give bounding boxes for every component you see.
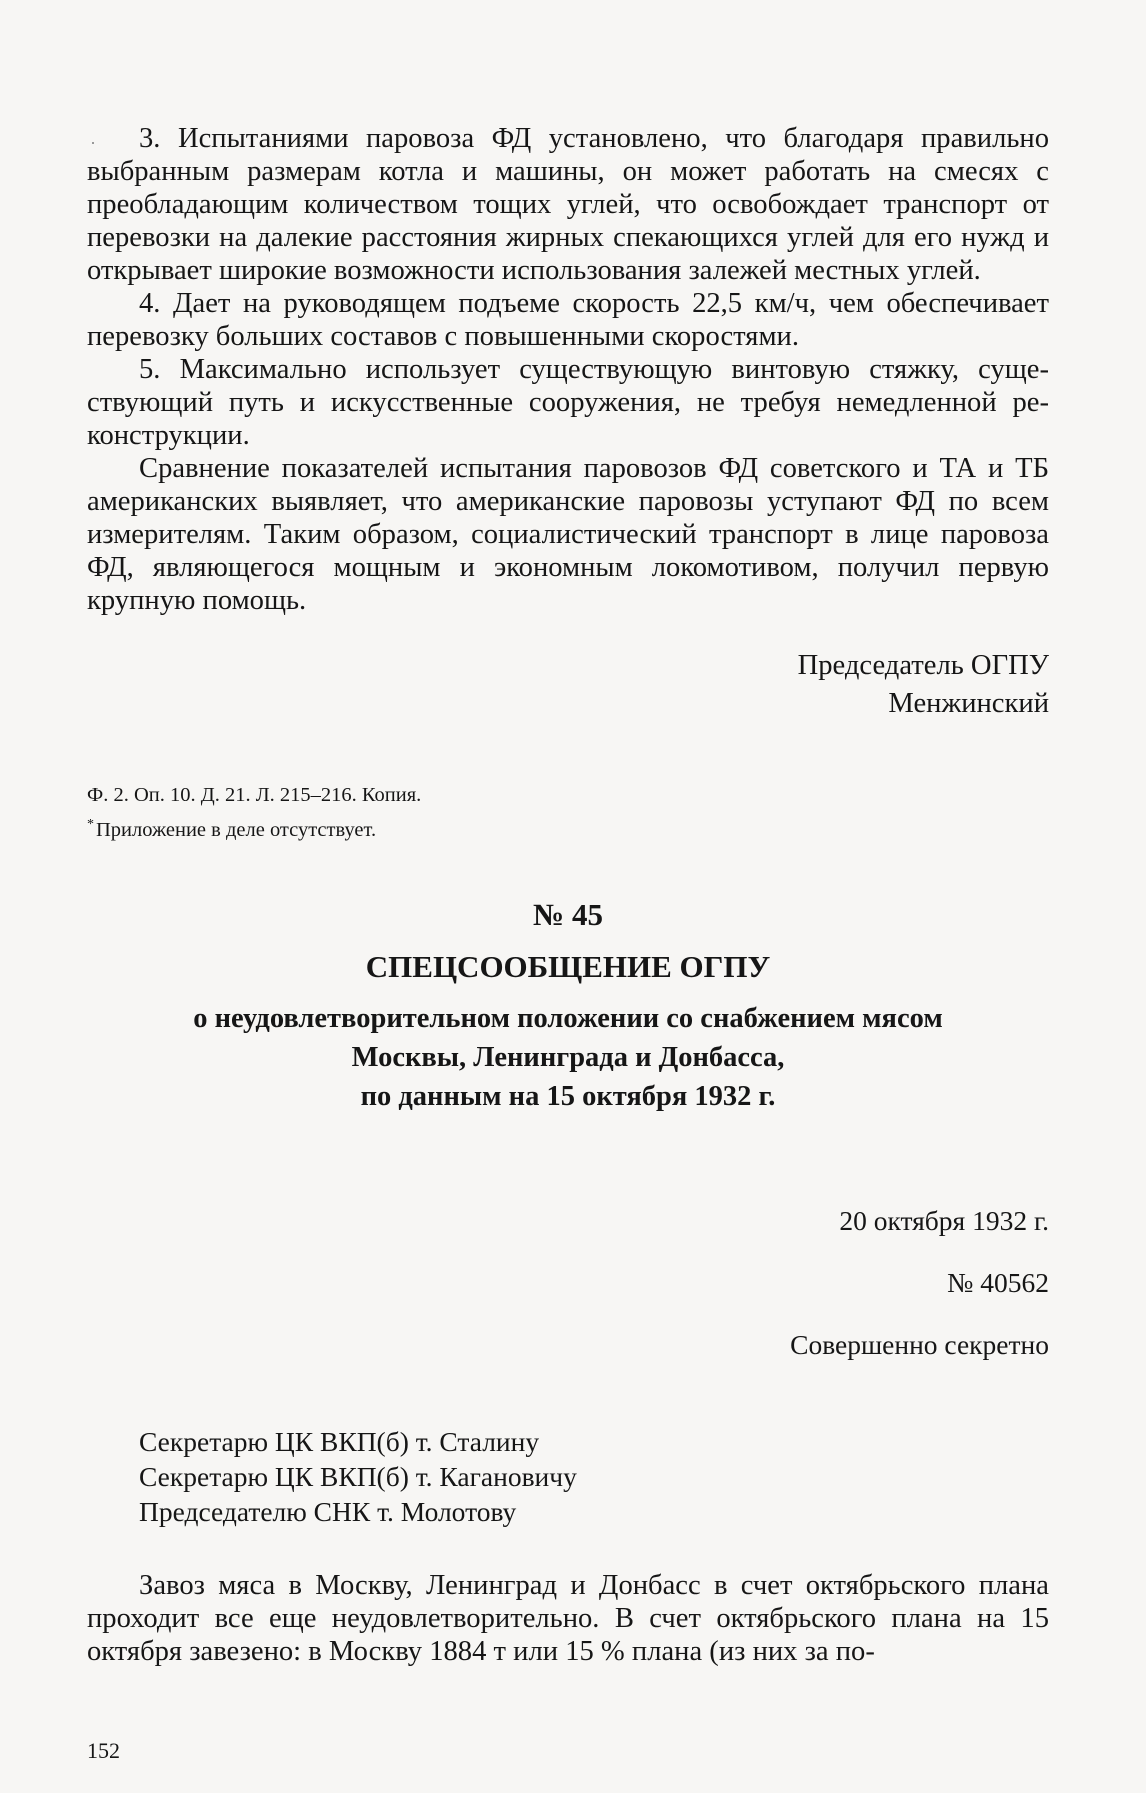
subtitle-line: по данным на 15 октября 1932 г. xyxy=(360,1080,776,1112)
document-type: СПЕЦСООБЩЕНИЕ ОГПУ xyxy=(365,948,771,984)
signature-block xyxy=(87,647,1049,723)
document-heading xyxy=(87,893,1049,1116)
subtitle-line: Москвы, Ленинграда и Донбасса, xyxy=(351,1041,785,1073)
archive-reference: Ф. 2. Оп. 10. Д. 21. Л. 215–216. Копия. xyxy=(87,784,422,806)
signature-name: Менжинский xyxy=(888,688,1049,719)
footnote-marker: * xyxy=(87,817,94,832)
classification-stamp: Совершенно секретно xyxy=(790,1328,1049,1360)
page-content xyxy=(87,122,1049,1668)
document-date: 20 октября 1932 г. xyxy=(839,1204,1049,1236)
document-reg-number: № 40562 xyxy=(947,1266,1049,1298)
footnote xyxy=(87,810,1049,845)
archive-references xyxy=(87,781,1049,845)
signature-title: Председатель ОГПУ xyxy=(797,650,1049,681)
body-paragraph: 5. Максимально использует существующую винтовую стяжку, существующий путь и искусственные сооружения, не требуя немедленной реконструкции. xyxy=(87,354,1049,451)
body-paragraph: 4. Дает на руководящем подъеме скорость 22,5 км/ч, чем обеспечивает перевозку больших составов с повышенными скоростями. xyxy=(87,288,1049,352)
document-subtitle xyxy=(87,999,1049,1116)
addressee: Секретарю ЦК ВКП(б) т. Кагановичу xyxy=(139,1460,577,1492)
footnote-text: Приложение в деле отсутствует. xyxy=(96,818,377,841)
addressees xyxy=(139,1424,1049,1529)
document-body: Завоз мяса в Москву, Ленинград и Донбасс в счет октябрьского плана проходит все еще неудовлетворительно. В счет октябрьского плана на 15 октября завезено: в Москву 1884 т или 15 % плана (из них за по- xyxy=(87,1569,1049,1667)
body-paragraph: Сравнение показателей испытания паровозов ФД советского и ТА и ТБ американских выявляет, что американские паровозы уступают ФД по всем измерителям. Таким образом, социалистический транспорт в лице паровоза ФД, являющегося мощным и экономным локомотивом, получил первую крупную помощь. xyxy=(87,453,1049,616)
subtitle-line: о неудовлетворительном положении со снабжением мясом xyxy=(193,1002,943,1034)
body-paragraph: 3. Испытаниями паровоза ФД установлено, что благодаря правильно выбранным размерам котла и машины, он может работать на смесях с преобладающим количеством тощих углей, что освобождает транспорт от перевозки на далекие расстояния жирных спекающихся углей для его нужд и открывает широкие возможности использования залежей местных углей. xyxy=(87,123,1049,286)
addressee: Председателю СНК т. Молотову xyxy=(139,1495,517,1527)
addressee: Секретарю ЦК ВКП(б) т. Сталину xyxy=(139,1425,540,1457)
document-number: № 45 xyxy=(533,896,603,932)
page-number: 152 xyxy=(87,1738,120,1763)
